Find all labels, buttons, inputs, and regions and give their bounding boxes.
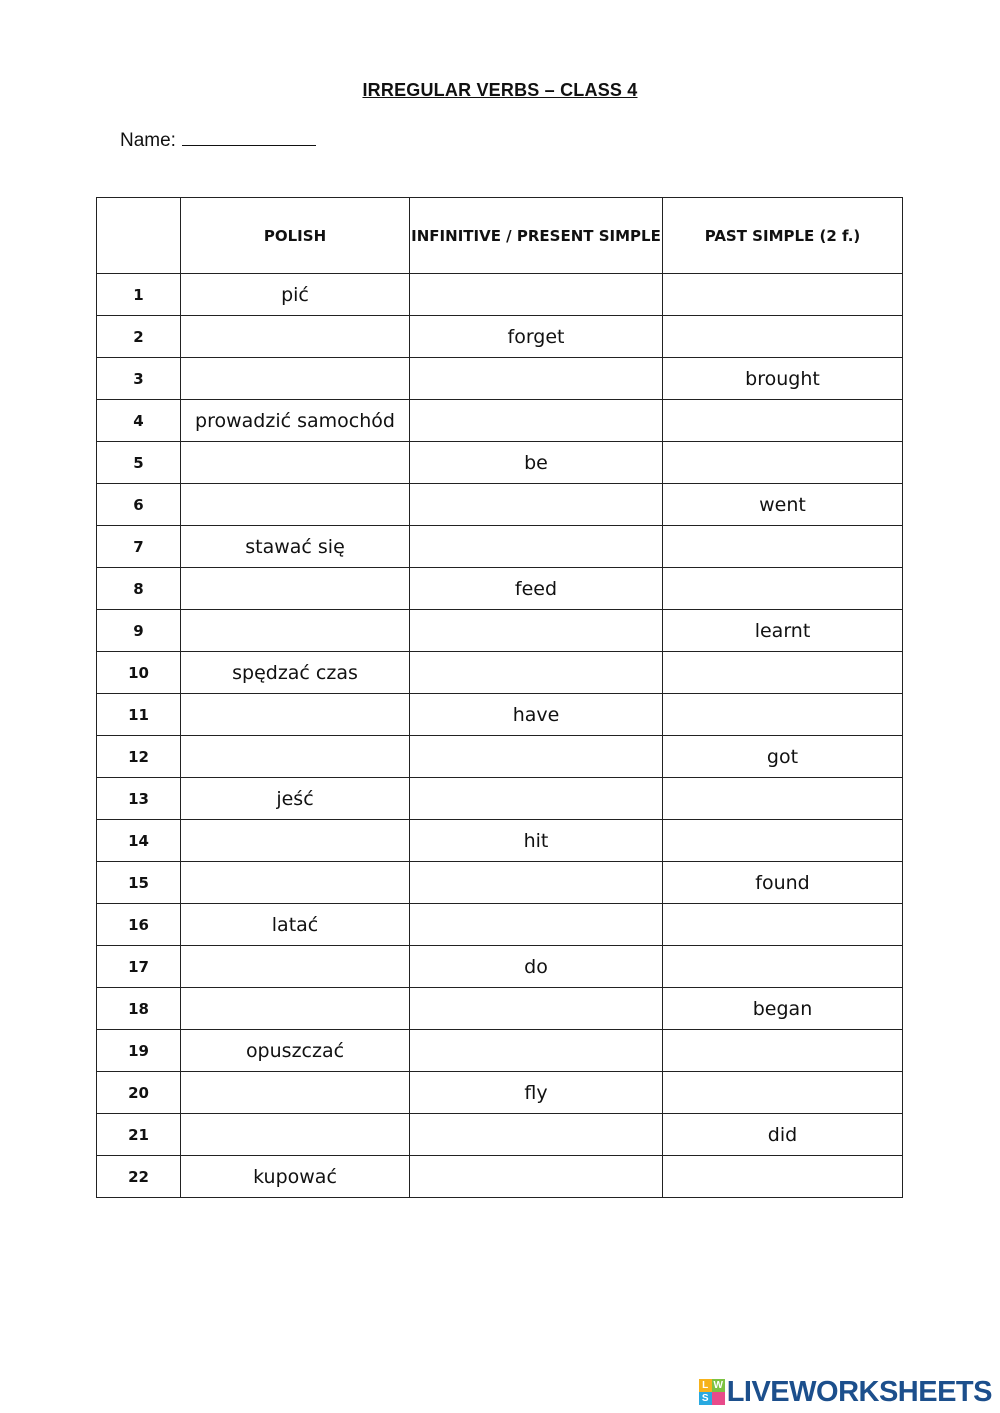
- name-field-row: [120, 127, 316, 152]
- infinitive-cell[interactable]: [410, 778, 663, 820]
- table-row: [97, 610, 903, 652]
- past-simple-cell: got: [663, 736, 903, 778]
- polish-cell: spędzać czas: [181, 652, 410, 694]
- liveworksheets-logo-icon: [699, 1379, 725, 1405]
- past-simple-cell: did: [663, 1114, 903, 1156]
- infinitive-cell: hit: [410, 820, 663, 862]
- past-simple-cell[interactable]: [663, 946, 903, 988]
- irregular-verbs-table: [96, 197, 903, 1198]
- row-number: 11: [97, 694, 181, 736]
- infinitive-cell: feed: [410, 568, 663, 610]
- table-row: [97, 946, 903, 988]
- polish-cell[interactable]: [181, 484, 410, 526]
- polish-cell[interactable]: [181, 736, 410, 778]
- table-row: [97, 274, 903, 316]
- brand-name: LIVEWORKSHEETS: [726, 1375, 992, 1408]
- past-simple-cell[interactable]: [663, 442, 903, 484]
- logo-tile: L: [699, 1379, 712, 1392]
- past-simple-cell[interactable]: [663, 694, 903, 736]
- polish-cell: prowadzić samochód: [181, 400, 410, 442]
- polish-cell[interactable]: [181, 610, 410, 652]
- header-infinitive: INFINITIVE / PRESENT SIMPLE: [410, 198, 663, 274]
- row-number: 13: [97, 778, 181, 820]
- infinitive-cell[interactable]: [410, 904, 663, 946]
- infinitive-cell[interactable]: [410, 1030, 663, 1072]
- polish-cell[interactable]: [181, 358, 410, 400]
- row-number: 9: [97, 610, 181, 652]
- row-number: 21: [97, 1114, 181, 1156]
- polish-cell[interactable]: [181, 820, 410, 862]
- row-number: 19: [97, 1030, 181, 1072]
- polish-cell: kupować: [181, 1156, 410, 1198]
- worksheet-title: IRREGULAR VERBS – CLASS 4: [362, 80, 638, 100]
- table-row: [97, 778, 903, 820]
- infinitive-cell[interactable]: [410, 358, 663, 400]
- row-number: 22: [97, 1156, 181, 1198]
- polish-cell: pić: [181, 274, 410, 316]
- past-simple-cell: learnt: [663, 610, 903, 652]
- row-number: 15: [97, 862, 181, 904]
- past-simple-cell[interactable]: [663, 316, 903, 358]
- past-simple-cell: began: [663, 988, 903, 1030]
- past-simple-cell[interactable]: [663, 274, 903, 316]
- past-simple-cell: found: [663, 862, 903, 904]
- infinitive-cell[interactable]: [410, 274, 663, 316]
- row-number: 10: [97, 652, 181, 694]
- row-number: 2: [97, 316, 181, 358]
- infinitive-cell[interactable]: [410, 484, 663, 526]
- polish-cell: jeść: [181, 778, 410, 820]
- header-past-simple: PAST SIMPLE (2 f.): [663, 198, 903, 274]
- infinitive-cell[interactable]: [410, 400, 663, 442]
- table-row: [97, 1114, 903, 1156]
- past-simple-cell[interactable]: [663, 820, 903, 862]
- past-simple-cell[interactable]: [663, 1072, 903, 1114]
- polish-cell: opuszczać: [181, 1030, 410, 1072]
- header-number: [97, 198, 181, 274]
- infinitive-cell: do: [410, 946, 663, 988]
- table-row: [97, 568, 903, 610]
- past-simple-cell: brought: [663, 358, 903, 400]
- table-row: [97, 442, 903, 484]
- past-simple-cell[interactable]: [663, 652, 903, 694]
- polish-cell: latać: [181, 904, 410, 946]
- polish-cell[interactable]: [181, 1072, 410, 1114]
- row-number: 14: [97, 820, 181, 862]
- polish-cell[interactable]: [181, 568, 410, 610]
- table-row: [97, 1156, 903, 1198]
- polish-cell[interactable]: [181, 1114, 410, 1156]
- polish-cell[interactable]: [181, 694, 410, 736]
- table-row: [97, 652, 903, 694]
- infinitive-cell: fly: [410, 1072, 663, 1114]
- polish-cell[interactable]: [181, 862, 410, 904]
- row-number: 8: [97, 568, 181, 610]
- row-number: 4: [97, 400, 181, 442]
- table-row: [97, 316, 903, 358]
- row-number: 18: [97, 988, 181, 1030]
- infinitive-cell[interactable]: [410, 610, 663, 652]
- row-number: 1: [97, 274, 181, 316]
- polish-cell: stawać się: [181, 526, 410, 568]
- polish-cell[interactable]: [181, 946, 410, 988]
- row-number: 16: [97, 904, 181, 946]
- infinitive-cell[interactable]: [410, 862, 663, 904]
- past-simple-cell[interactable]: [663, 568, 903, 610]
- table-row: [97, 484, 903, 526]
- table-row: [97, 1030, 903, 1072]
- past-simple-cell[interactable]: [663, 778, 903, 820]
- table-row: [97, 358, 903, 400]
- table-row: [97, 736, 903, 778]
- polish-cell[interactable]: [181, 442, 410, 484]
- row-number: 17: [97, 946, 181, 988]
- table-row: [97, 988, 903, 1030]
- infinitive-cell[interactable]: [410, 1114, 663, 1156]
- row-number: 7: [97, 526, 181, 568]
- infinitive-cell[interactable]: [410, 736, 663, 778]
- past-simple-cell[interactable]: [663, 526, 903, 568]
- logo-tile: S: [699, 1392, 712, 1405]
- table-row: [97, 820, 903, 862]
- infinitive-cell[interactable]: [410, 988, 663, 1030]
- past-simple-cell[interactable]: [663, 1156, 903, 1198]
- past-simple-cell[interactable]: [663, 400, 903, 442]
- infinitive-cell[interactable]: [410, 652, 663, 694]
- table-row: [97, 862, 903, 904]
- past-simple-cell[interactable]: [663, 904, 903, 946]
- table-body: [97, 274, 903, 1198]
- infinitive-cell[interactable]: [410, 1156, 663, 1198]
- table-row: [97, 400, 903, 442]
- past-simple-cell[interactable]: [663, 1030, 903, 1072]
- table-row: [97, 904, 903, 946]
- name-label: Name:: [120, 130, 176, 151]
- polish-cell[interactable]: [181, 988, 410, 1030]
- polish-cell[interactable]: [181, 316, 410, 358]
- row-number: 5: [97, 442, 181, 484]
- table-row: [97, 694, 903, 736]
- row-number: 12: [97, 736, 181, 778]
- row-number: 3: [97, 358, 181, 400]
- infinitive-cell: forget: [410, 316, 663, 358]
- header-polish: POLISH: [181, 198, 410, 274]
- row-number: 6: [97, 484, 181, 526]
- name-blank-line[interactable]: [182, 127, 316, 146]
- table-header-row: [97, 198, 903, 274]
- infinitive-cell: be: [410, 442, 663, 484]
- logo-tile: W: [713, 1380, 723, 1391]
- table-row: [97, 526, 903, 568]
- infinitive-cell[interactable]: [410, 526, 663, 568]
- infinitive-cell: have: [410, 694, 663, 736]
- liveworksheets-brand: [699, 1377, 992, 1407]
- logo-tile: [712, 1392, 725, 1405]
- past-simple-cell: went: [663, 484, 903, 526]
- row-number: 20: [97, 1072, 181, 1114]
- table-row: [97, 1072, 903, 1114]
